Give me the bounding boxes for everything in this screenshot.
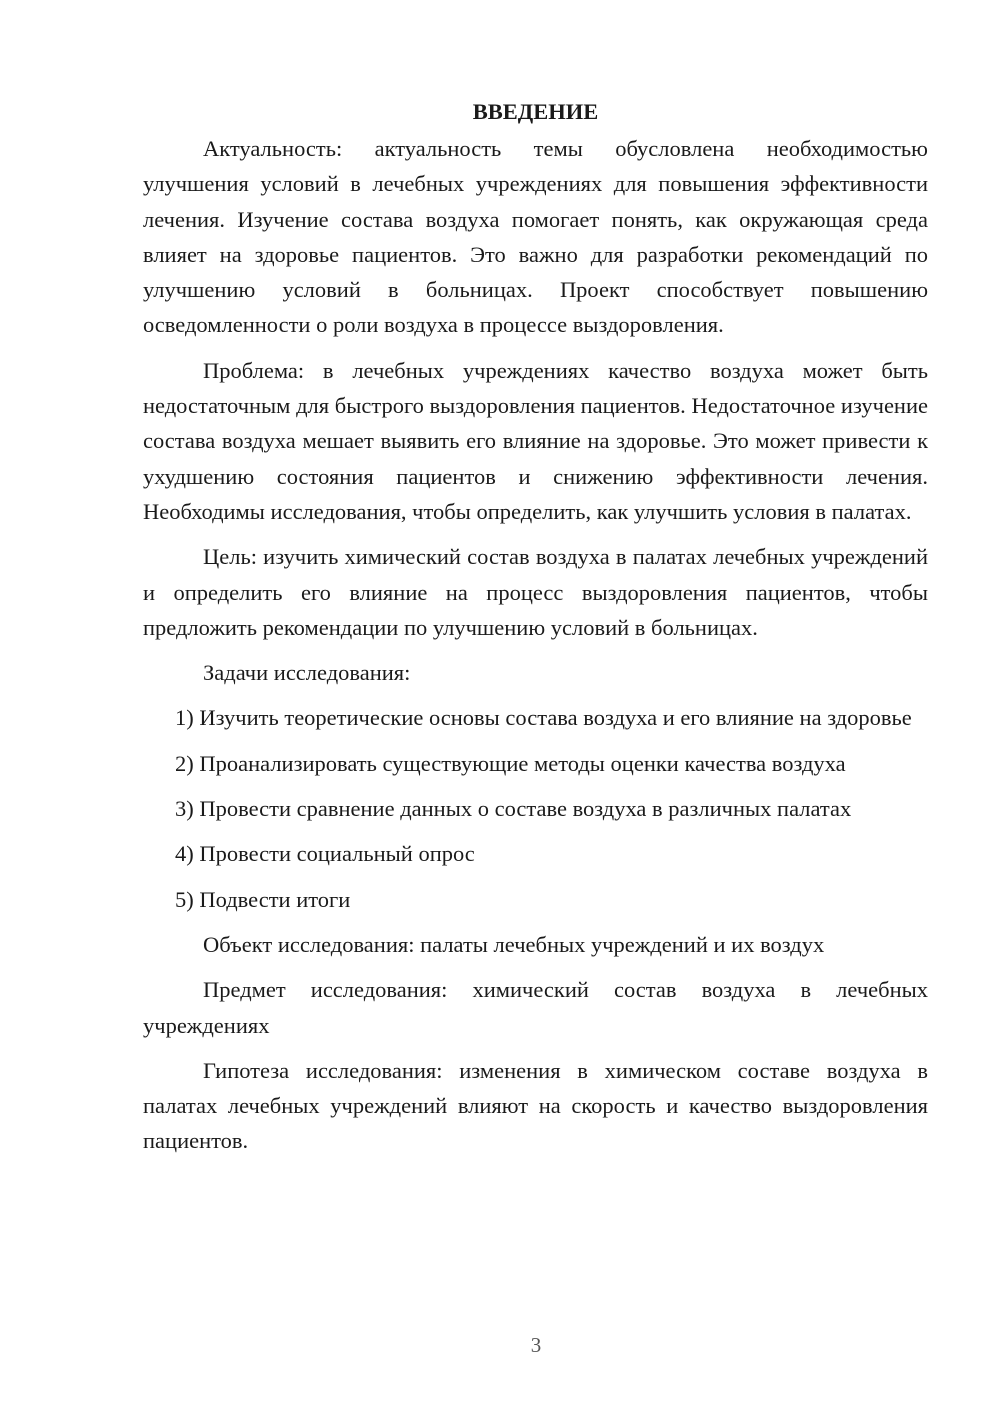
tasks-title: Задачи исследования: — [203, 660, 411, 686]
task-item-5: 5) Подвести итоги — [175, 886, 351, 912]
task-item-3: 3) Провести сравнение данных о составе воздуха в различных палатах — [175, 796, 852, 822]
page-number: 3 — [530, 1333, 542, 1357]
task-item-1: 1) Изучить теоретические основы состава воздуха и его влияние на здоровье — [175, 705, 912, 731]
task-item-2: 2) Проанализировать существующие методы оценки качества воздуха — [175, 750, 846, 776]
relevance-paragraph: Актуальность: актуальность темы обусловлена необходимостью улучшения условий в лечебных учреждениях для повышения эффективности лечения. Изучение состава воздуха помогает понять, как окружающая среда влияет на здоровье пациентов. Это важно для разработки рекомендаций по улучшению условий в больницах. Проект способствует повышению осведомленности о роли воздуха в процессе выздоровления. — [143, 136, 928, 338]
section-heading: ВВЕДЕНИЕ — [472, 99, 599, 124]
problem-paragraph: Проблема: в лечебных учреждениях качество воздуха может быть недостаточным для быстрого выздоровления пациентов. Недостаточное изучение состава воздуха мешает выявить его влияние на здоровье. Это может привести к ухудшению состояния пациентов и снижению эффективности лечения. Необходимы исследования, чтобы определить, как улучшить условия в палатах. — [143, 357, 928, 524]
task-item-4: 4) Провести социальный опрос — [175, 841, 475, 867]
goal-paragraph: Цель: изучить химический состав воздуха в палатах лечебных учреждений и определить его влияние на процесс выздоровления пациентов, чтобы предложить рекомендации по улучшению условий в больницах. — [143, 544, 928, 640]
object-paragraph: Объект исследования: палаты лечебных учреждений и их воздух — [203, 931, 825, 957]
hypothesis-paragraph: Гипотеза исследования: изменения в химическом составе воздуха в палатах лечебных учреждений влияют на скорость и качество выздоровления пациентов. — [143, 1057, 928, 1154]
page-content — [143, 94, 928, 1169]
subject-paragraph: Предмет исследования: химический состав воздуха в лечебных учреждениях — [143, 977, 928, 1038]
